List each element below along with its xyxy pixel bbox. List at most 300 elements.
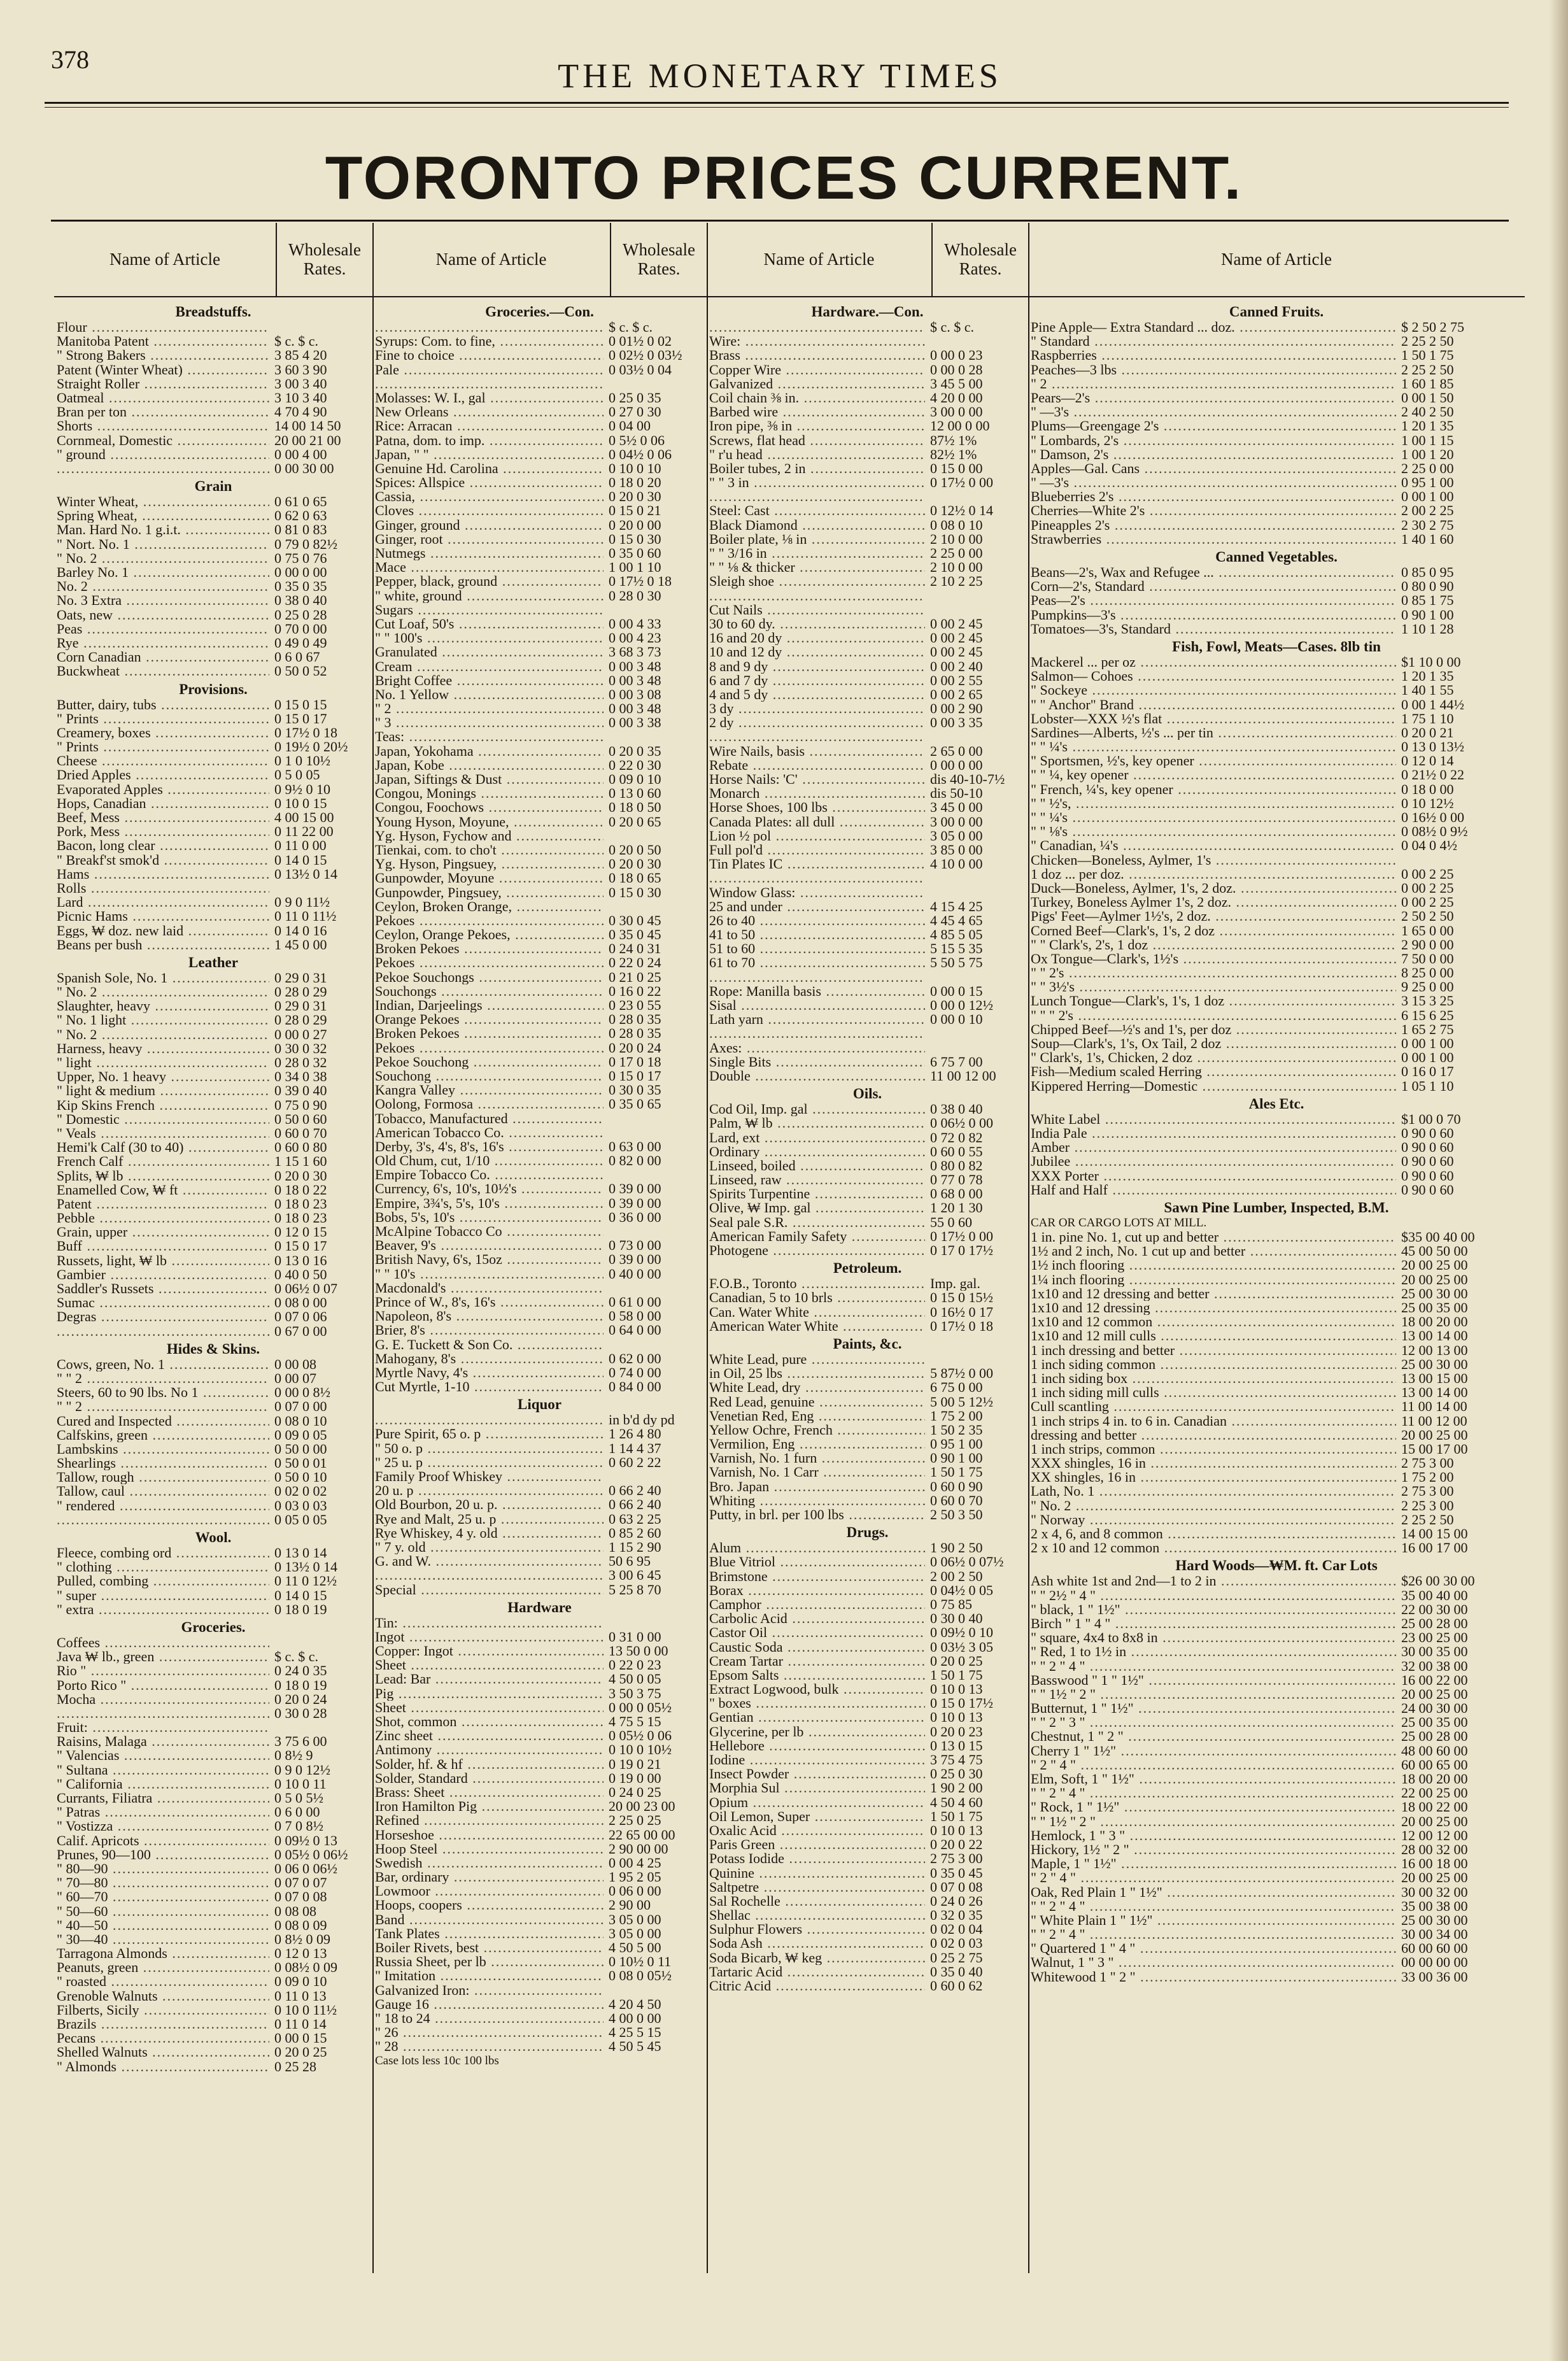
column-header-rate: Wholesale Rates. bbox=[276, 223, 372, 296]
wholesale-rate: 0 28 0 35 bbox=[609, 1012, 661, 1027]
wholesale-rate: 0 9 0 12½ bbox=[274, 1762, 330, 1777]
price-row bbox=[709, 1480, 1026, 1494]
wholesale-rate: 0 63 2 25 bbox=[609, 1512, 661, 1526]
article-name: Calfskins, green ..... bbox=[57, 1428, 269, 1442]
price-row bbox=[57, 636, 370, 650]
price-row bbox=[1031, 1744, 1522, 1758]
article-name: Varnish, No. 1 furn ..... bbox=[709, 1451, 925, 1465]
price-row bbox=[1031, 1758, 1522, 1772]
article-name: Black Diamond ..... bbox=[709, 518, 925, 532]
price-row bbox=[375, 1898, 704, 1912]
article-name: Pure Spirit, 65 o. p ..... bbox=[375, 1427, 604, 1441]
price-row bbox=[1031, 504, 1522, 518]
article-name: Cornmeal, Domestic ..... bbox=[57, 434, 269, 448]
price-row bbox=[375, 532, 704, 546]
wholesale-rate: 0 50 0 10 bbox=[274, 1470, 327, 1485]
article-name: Upper, No. 1 heavy ..... bbox=[57, 1070, 269, 1084]
price-row bbox=[709, 532, 1026, 546]
price-row bbox=[709, 1069, 1026, 1083]
price-row bbox=[709, 1541, 1026, 1555]
price-row bbox=[57, 1098, 370, 1112]
price-row bbox=[57, 1989, 370, 2003]
price-row bbox=[57, 1310, 370, 1324]
column-header-name: Name of Article bbox=[435, 250, 547, 269]
wholesale-rate: 0 11 0 00 bbox=[274, 839, 327, 853]
wholesale-rate: 0 60 0 62 bbox=[930, 1979, 983, 1994]
price-row bbox=[709, 1012, 1026, 1026]
section-heading bbox=[57, 301, 370, 320]
wholesale-rate bbox=[604, 900, 704, 914]
wholesale-rate: 0 7 0 8½ bbox=[274, 1819, 323, 1834]
wholesale-rate: 1 90 2 50 bbox=[930, 1541, 983, 1556]
price-row bbox=[709, 1131, 1026, 1145]
wholesale-rate: 0 15 0 21 bbox=[609, 504, 661, 518]
price-row bbox=[375, 1799, 704, 1813]
price-row bbox=[709, 448, 1026, 462]
article-name: Splits, ₩ lb ..... bbox=[57, 1169, 269, 1183]
price-row bbox=[709, 1936, 1026, 1950]
price-row bbox=[709, 434, 1026, 448]
article-name: Tarragona Almonds ..... bbox=[57, 1946, 269, 1960]
price-row bbox=[375, 1884, 704, 1898]
article-name: 1¼ inch flooring ..... bbox=[1031, 1273, 1396, 1287]
article-name: Spanish Sole, No. 1 ..... bbox=[57, 971, 269, 985]
wholesale-rate: 0 73 0 00 bbox=[609, 1238, 661, 1253]
article-name: Tank Plates ..... bbox=[375, 1927, 604, 1941]
price-row bbox=[1031, 655, 1522, 669]
article-name: " Quartered 1 " 4 " ..... bbox=[1031, 1941, 1396, 1955]
article-name: Varnish, No. 1 Carr ..... bbox=[709, 1465, 925, 1479]
wholesale-rate: 1 65 2 75 bbox=[1401, 1022, 1454, 1037]
article-name: 26 to 40 ..... bbox=[709, 914, 925, 928]
wholesale-rate: $ c. $ c. bbox=[274, 1650, 319, 1664]
article-name: White Lead, pure ..... bbox=[709, 1352, 925, 1366]
article-name: Orange Pekoes ..... bbox=[375, 1012, 604, 1026]
price-row bbox=[709, 1494, 1026, 1508]
article-name: Whitewood 1 " 2 " ..... bbox=[1031, 1970, 1396, 1984]
wholesale-rate: 2 25 0 25 bbox=[609, 1813, 661, 1828]
article-name: 1x10 and 12 mill culls ..... bbox=[1031, 1329, 1396, 1343]
price-row bbox=[57, 650, 370, 664]
article-name: " Prints ..... bbox=[57, 712, 269, 726]
price-row bbox=[57, 754, 370, 768]
price-row bbox=[709, 1380, 1026, 1394]
article-name: Beans per bush ..... bbox=[57, 938, 269, 952]
article-name: 1 inch siding mill culls ..... bbox=[1031, 1386, 1396, 1400]
section-heading bbox=[57, 1527, 370, 1546]
article-name: Horse Nails: 'C' ..... bbox=[709, 772, 925, 786]
article-name: Bran per ton ..... bbox=[57, 405, 269, 419]
wholesale-rate: 2 75 3 00 bbox=[930, 1852, 983, 1866]
article-name: Bobs, 5's, 10's ..... bbox=[375, 1210, 604, 1224]
wholesale-rate: 0 06½ 0 07 bbox=[274, 1282, 337, 1296]
article-name: Cloves ..... bbox=[375, 504, 604, 518]
wholesale-rate: 0 00 4 00 bbox=[274, 447, 327, 462]
wholesale-rate: 3 50 3 75 bbox=[609, 1686, 661, 1701]
article-name: American Tobacco Co. ..... bbox=[375, 1126, 604, 1140]
wholesale-rate: 1 65 0 00 bbox=[1401, 923, 1454, 938]
wholesale-rate bbox=[604, 1338, 704, 1352]
price-row bbox=[57, 797, 370, 811]
price-row bbox=[709, 1725, 1026, 1739]
price-row bbox=[57, 2031, 370, 2045]
price-row bbox=[709, 1352, 1026, 1366]
price-row bbox=[709, 829, 1026, 843]
price-row bbox=[57, 593, 370, 607]
article-name: Zinc sheet ..... bbox=[375, 1729, 604, 1743]
price-row bbox=[709, 1852, 1026, 1866]
article-name: " —3's ..... bbox=[1031, 476, 1396, 490]
wholesale-rate: 0 05½ 0 06½ bbox=[274, 1847, 348, 1862]
wholesale-rate: 0 28 0 30 bbox=[609, 588, 661, 603]
price-row bbox=[1031, 608, 1522, 622]
article-name: Yg. Hyson, Fychow and ..... bbox=[375, 829, 604, 843]
price-row bbox=[375, 829, 704, 843]
price-row bbox=[709, 617, 1026, 631]
price-row bbox=[57, 853, 370, 867]
wholesale-rate: 0 00 0 23 bbox=[930, 348, 983, 363]
section-heading bbox=[375, 1597, 704, 1616]
article-name: Full pol'd ..... bbox=[709, 843, 925, 857]
price-row bbox=[709, 1668, 1026, 1682]
price-row bbox=[375, 1526, 704, 1540]
price-row bbox=[375, 1026, 704, 1040]
price-row bbox=[1031, 1941, 1522, 1955]
article-name: Congou, Foochows ..... bbox=[375, 800, 604, 814]
article-name: " 50 o. p ..... bbox=[375, 1442, 604, 1456]
wholesale-rate: 11 00 12 00 bbox=[930, 1068, 996, 1084]
price-row bbox=[375, 900, 704, 914]
price-row bbox=[709, 546, 1026, 560]
article-name: " 50—60 ..... bbox=[57, 1904, 269, 1918]
price-row bbox=[709, 1465, 1026, 1479]
article-name: Oil Lemon, Super ..... bbox=[709, 1810, 925, 1824]
article-name: Fleece, combing ord ..... bbox=[57, 1546, 269, 1560]
article-name: Copper Wire ..... bbox=[709, 363, 925, 377]
wholesale-rate: 22 00 30 00 bbox=[1401, 1602, 1468, 1617]
article-name: Buff ..... bbox=[57, 1239, 269, 1253]
section-heading bbox=[1031, 1555, 1522, 1574]
wholesale-rate: 22 65 00 00 bbox=[609, 1827, 675, 1842]
price-row bbox=[375, 2039, 704, 2053]
article-name: Sleigh shoe ..... bbox=[709, 574, 925, 588]
wholesale-rate: 0 09 0 05 bbox=[274, 1428, 327, 1442]
wholesale-rate: 0 20 0 65 bbox=[609, 814, 661, 829]
price-row bbox=[1031, 1631, 1522, 1645]
article-name: Refined ..... bbox=[375, 1813, 604, 1827]
article-name: Ox Tongue—Clark's, 1½'s ..... bbox=[1031, 952, 1396, 966]
article-name: Soup—Clark's, 1's, Ox Tail, 2 doz ..... bbox=[1031, 1037, 1396, 1051]
section-title: Sawn Pine Lumber, Inspected, B.M. bbox=[1164, 1199, 1389, 1216]
price-row bbox=[1031, 363, 1522, 377]
article-name: " white, ground ..... bbox=[375, 589, 604, 603]
wholesale-rate: 0 8½ 9 bbox=[274, 1748, 313, 1763]
price-row bbox=[1031, 1913, 1522, 1927]
article-name: Flour ..... bbox=[57, 320, 269, 334]
price-row bbox=[57, 1225, 370, 1239]
article-name: Camphor ..... bbox=[709, 1598, 925, 1612]
section-heading bbox=[1031, 1197, 1522, 1216]
article-name: Pekoe Souchong ..... bbox=[375, 1055, 604, 1069]
article-name: Gunpowder, Moyune ..... bbox=[375, 871, 604, 885]
wholesale-rate: 24 00 30 00 bbox=[1401, 1701, 1468, 1716]
price-row bbox=[375, 448, 704, 462]
wholesale-rate: 0 16½ 0 00 bbox=[1401, 811, 1464, 825]
wholesale-rate: 1 60 1 85 bbox=[1401, 376, 1454, 391]
article-name: Barley No. 1 ..... bbox=[57, 565, 269, 579]
article-name: Copper: Ingot ..... bbox=[375, 1644, 604, 1658]
price-row bbox=[375, 1540, 704, 1554]
wholesale-rate: 23 00 25 00 bbox=[1401, 1631, 1468, 1645]
article-name: Double ..... bbox=[709, 1069, 925, 1083]
wholesale-rate: 0 00 0 12½ bbox=[930, 998, 993, 1013]
wholesale-rate bbox=[604, 1126, 704, 1140]
wholesale-rate: 0 07 0 06 bbox=[274, 1310, 327, 1324]
article-name: Winter Wheat, ..... bbox=[57, 495, 269, 509]
article-name: " clothing ..... bbox=[57, 1560, 269, 1574]
wholesale-rate: 0 8½ 0 09 bbox=[274, 1932, 330, 1947]
wholesale-rate: 0 11 0 11½ bbox=[274, 909, 337, 924]
article-name: Pigs' Feet—Aylmer 1½'s, 2 doz. ..... bbox=[1031, 909, 1396, 923]
price-row bbox=[375, 419, 704, 433]
price-row bbox=[709, 1753, 1026, 1767]
article-name: " Strong Bakers ..... bbox=[57, 348, 269, 362]
wholesale-rate: 0 18 0 19 bbox=[274, 1602, 327, 1617]
article-name: Epsom Salts ..... bbox=[709, 1668, 925, 1682]
article-name: Caustic Soda ..... bbox=[709, 1640, 925, 1654]
article-name: Myrtle Navy, 4's ..... bbox=[375, 1366, 604, 1380]
wholesale-rate: 12 00 0 00 bbox=[930, 419, 990, 434]
article-name: Lath, No. 1 ..... bbox=[1031, 1484, 1396, 1498]
wholesale-rate: 6 75 0 00 bbox=[930, 1380, 983, 1395]
price-row bbox=[709, 1319, 1026, 1333]
article-name: 30 to 60 dy. ..... bbox=[709, 617, 925, 631]
article-name: 20 u. p ..... bbox=[375, 1484, 604, 1498]
price-row bbox=[1031, 1169, 1522, 1183]
article-name: Porto Rico " ..... bbox=[57, 1678, 269, 1692]
price-row bbox=[57, 811, 370, 825]
article-name: Sardines—Alberts, ½'s ... per tin ..... bbox=[1031, 726, 1396, 740]
wholesale-rate: 0 19 0 00 bbox=[609, 1771, 661, 1785]
article-name: Japan, " " ..... bbox=[375, 448, 604, 462]
price-row bbox=[375, 1338, 704, 1352]
wholesale-rate: 0 90 0 60 bbox=[1401, 1140, 1454, 1155]
wholesale-rate: 0 39 0 00 bbox=[609, 1252, 661, 1267]
price-row bbox=[709, 1041, 1026, 1055]
price-row bbox=[57, 740, 370, 754]
wholesale-rate: 0 13½ 0 14 bbox=[274, 1560, 337, 1575]
article-name: " Breakf'st smok'd ..... bbox=[57, 853, 269, 867]
wholesale-rate: 0 61 0 65 bbox=[274, 495, 327, 509]
article-name: Man. Hard No. 1 g.i.t. ..... bbox=[57, 523, 269, 537]
wholesale-rate: 0 00 0 28 bbox=[930, 362, 983, 377]
price-row bbox=[1031, 1800, 1522, 1814]
price-row bbox=[57, 924, 370, 938]
wholesale-rate: 0 79 0 82½ bbox=[274, 537, 337, 551]
article-name: 2 dy ..... bbox=[709, 716, 925, 730]
price-row bbox=[57, 448, 370, 462]
price-row bbox=[375, 998, 704, 1012]
article-name: in Oil, 25 lbs ..... bbox=[709, 1366, 925, 1380]
section-heading bbox=[709, 301, 1026, 320]
article-name: Bright Coffee ..... bbox=[375, 674, 604, 688]
wholesale-rate: 0 68 0 00 bbox=[930, 1187, 983, 1202]
article-name: 1 inch siding common ..... bbox=[1031, 1358, 1396, 1372]
article-name: 1x10 and 12 dressing ..... bbox=[1031, 1301, 1396, 1315]
price-row bbox=[375, 1913, 704, 1927]
article-name: " Damson, 2's ..... bbox=[1031, 448, 1396, 462]
price-row bbox=[1031, 1273, 1522, 1287]
wholesale-rate: 3 75 4 75 bbox=[930, 1753, 983, 1768]
wholesale-rate: 2 25 0 00 bbox=[1401, 461, 1454, 476]
price-row bbox=[57, 1442, 370, 1456]
article-name: " Prints ..... bbox=[57, 740, 269, 754]
price-row bbox=[57, 1975, 370, 1989]
wholesale-rate: 0 21½ 0 22 bbox=[1401, 768, 1464, 783]
price-row bbox=[709, 476, 1026, 490]
price-rows bbox=[54, 297, 372, 2074]
wholesale-rate: 0 12½ 0 14 bbox=[930, 504, 993, 518]
price-row bbox=[1031, 1414, 1522, 1428]
article-name: Cows, green, No. 1 ..... bbox=[57, 1358, 269, 1372]
wholesale-rate: 0 00 3 35 bbox=[930, 716, 983, 730]
wholesale-rate: 0 80 0 82 bbox=[930, 1158, 983, 1173]
wholesale-rate: 0 07 0 08 bbox=[274, 1890, 327, 1904]
article-name: Rolls ..... bbox=[57, 881, 269, 895]
price-row bbox=[375, 1743, 704, 1757]
wholesale-rate: 0 77 0 78 bbox=[930, 1173, 983, 1188]
price-row bbox=[1031, 1673, 1522, 1687]
price-row bbox=[57, 985, 370, 999]
article-name: Axes: ..... bbox=[709, 1041, 925, 1055]
price-row bbox=[1031, 1843, 1522, 1857]
price-row bbox=[709, 1696, 1026, 1710]
article-name: Peas ..... bbox=[57, 622, 269, 636]
article-name: Tin: ..... bbox=[375, 1616, 604, 1630]
wholesale-rate: 2 50 3 50 bbox=[930, 1508, 983, 1522]
price-row bbox=[375, 1512, 704, 1526]
article-name: G. E. Tuckett & Son Co. ..... bbox=[375, 1338, 604, 1352]
wholesale-rate: 3 85 4 20 bbox=[274, 348, 327, 363]
wholesale-rate: 0 15 0 15 bbox=[274, 697, 327, 712]
price-row bbox=[57, 1028, 370, 1042]
wholesale-rate: 0 64 0 00 bbox=[609, 1323, 661, 1338]
wholesale-rate: 0 00 3 38 bbox=[609, 716, 661, 730]
wholesale-rate: 0 20 0 24 bbox=[274, 1692, 327, 1706]
wholesale-rate: 0 00 1 00 bbox=[1401, 1037, 1454, 1051]
article-name: Cull scantling ..... bbox=[1031, 1400, 1396, 1414]
price-row bbox=[57, 1372, 370, 1386]
wholesale-rate: 1 00 1 15 bbox=[1401, 433, 1454, 448]
price-row bbox=[375, 1309, 704, 1323]
section-title: Canned Fruits. bbox=[1229, 304, 1324, 320]
price-row bbox=[709, 744, 1026, 758]
price-row bbox=[375, 1238, 704, 1252]
wholesale-rate: 0 75 85 bbox=[930, 1597, 972, 1612]
article-name: Spring Wheat, ..... bbox=[57, 509, 269, 523]
wholesale-rate: 0 10 0 11½ bbox=[274, 2003, 337, 2017]
wholesale-rate: 0 00 2 65 bbox=[930, 687, 983, 702]
article-name: Harness, heavy ..... bbox=[57, 1042, 269, 1056]
article-name: Cured and Inspected ..... bbox=[57, 1414, 269, 1428]
price-row bbox=[1031, 909, 1522, 923]
article-name: Pine Apple— Extra Standard ... doz. ..... bbox=[1031, 320, 1396, 334]
wholesale-rate: 18 00 20 00 bbox=[1401, 1772, 1468, 1787]
column-header-name: Name of Article bbox=[1221, 250, 1332, 269]
price-row bbox=[57, 551, 370, 565]
price-row bbox=[375, 518, 704, 532]
article-name: Picnic Hams ..... bbox=[57, 909, 269, 923]
wholesale-rate: 9 25 0 00 bbox=[1401, 980, 1454, 995]
wholesale-rate: 16 00 17 00 bbox=[1401, 1541, 1468, 1556]
price-row bbox=[1031, 1729, 1522, 1743]
price-row bbox=[1031, 1885, 1522, 1899]
article-name: Maple, 1 " 1½" ..... bbox=[1031, 1857, 1396, 1871]
article-name: Brier, 8's ..... bbox=[375, 1323, 604, 1337]
price-row bbox=[1031, 532, 1522, 546]
wholesale-rate bbox=[269, 1720, 370, 1734]
article-name: Sheet ..... bbox=[375, 1701, 604, 1715]
wholesale-rate: 30 00 35 00 bbox=[1401, 1645, 1468, 1659]
article-name: Apples—Gal. Cans ..... bbox=[1031, 462, 1396, 476]
price-row bbox=[709, 1810, 1026, 1824]
article-name: Japan, Siftings & Dust ..... bbox=[375, 772, 604, 786]
price-row bbox=[1031, 1023, 1522, 1037]
wholesale-rate: 0 25 2 75 bbox=[930, 1950, 983, 1965]
wholesale-rate: 0 00 4 25 bbox=[609, 1855, 661, 1871]
wholesale-rate: 4 50 5 00 bbox=[609, 1941, 661, 1955]
price-row bbox=[57, 1282, 370, 1296]
article-name bbox=[375, 1413, 604, 1427]
wholesale-rate: 0 38 0 40 bbox=[274, 593, 327, 608]
article-name: Elm, Soft, 1 " 1½" ..... bbox=[1031, 1772, 1396, 1786]
wholesale-rate bbox=[604, 1281, 704, 1295]
wholesale-rate: 4 50 5 45 bbox=[609, 2039, 661, 2054]
wholesale-rate: 0 90 0 60 bbox=[1401, 1168, 1454, 1183]
wholesale-rate bbox=[604, 1112, 704, 1126]
article-name: 61 to 70 ..... bbox=[709, 956, 925, 970]
article-name: XXX shingles, 16 in ..... bbox=[1031, 1456, 1396, 1470]
wholesale-rate: 0 40 0 00 bbox=[609, 1266, 661, 1281]
wholesale-rate: 0 13 0 16 bbox=[274, 1253, 327, 1268]
price-row bbox=[375, 1658, 704, 1672]
price-row bbox=[1031, 1037, 1522, 1051]
article-name: Tobacco, Manufactured ..... bbox=[375, 1112, 604, 1126]
price-row bbox=[375, 730, 704, 744]
article-name: " roasted ..... bbox=[57, 1975, 269, 1989]
price-row bbox=[709, 998, 1026, 1012]
price-row bbox=[709, 1409, 1026, 1423]
article-name: " 25 u. p ..... bbox=[375, 1456, 604, 1470]
article-name: Iron Hamilton Pig ..... bbox=[375, 1799, 604, 1813]
wholesale-rate: 0 07 0 07 bbox=[274, 1876, 327, 1890]
article-name: " ground ..... bbox=[57, 448, 269, 462]
wholesale-rate: 13 00 14 00 bbox=[1401, 1386, 1468, 1400]
wholesale-rate: 0 19½ 0 20½ bbox=[274, 740, 348, 755]
article-name: Rice: Arracan ..... bbox=[375, 419, 604, 433]
price-row bbox=[375, 871, 704, 885]
price-row bbox=[709, 1824, 1026, 1838]
price-row bbox=[57, 1734, 370, 1748]
wholesale-rate: 0 00 3 48 bbox=[609, 702, 661, 716]
wholesale-rate: 0 00 2 55 bbox=[930, 673, 983, 688]
wholesale-rate: 0 39 0 00 bbox=[609, 1182, 661, 1196]
wholesale-rate: 0 12 0 15 bbox=[274, 1225, 327, 1240]
wholesale-rate: 0 00 07 bbox=[274, 1371, 316, 1386]
wholesale-rate: 45 00 50 00 bbox=[1401, 1244, 1468, 1259]
price-row bbox=[57, 1574, 370, 1588]
article-name: 1 doz ... per doz. ..... bbox=[1031, 867, 1396, 881]
